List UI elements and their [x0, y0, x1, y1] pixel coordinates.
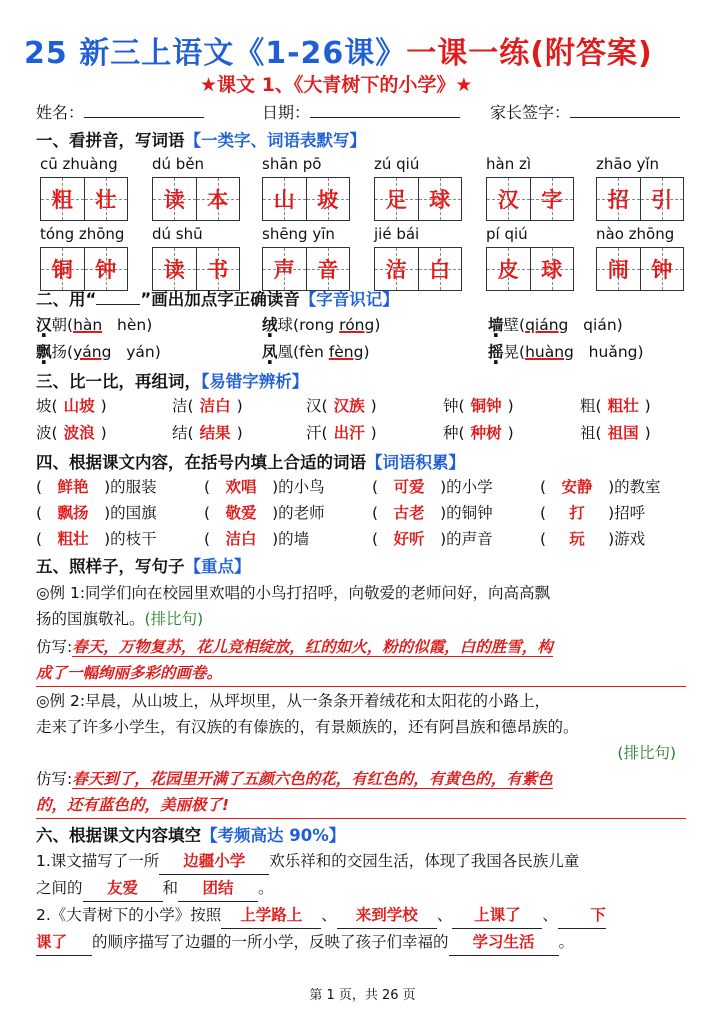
- section-1-title: 一、看拼音，写词语【一类字、词语表默写】: [36, 131, 366, 150]
- answer-character: 坡: [317, 188, 339, 212]
- question-1: 1.课文描写了一所 边疆小学 欢乐祥和的交园生活，体现了我国各民族儿童 之间的 友爱 和 团结 。: [36, 848, 696, 902]
- character-cell: [418, 248, 462, 290]
- fill-tail: )的小学: [440, 478, 493, 496]
- fill-answer[interactable]: 鲜艳: [57, 478, 89, 496]
- open-paren: (: [540, 478, 547, 496]
- character-cell: [196, 178, 240, 220]
- compare-item: [443, 394, 514, 416]
- open-paren: (: [204, 478, 211, 496]
- open-paren: (: [36, 504, 43, 522]
- character-cell: [263, 248, 306, 290]
- character-cell: [487, 178, 530, 220]
- answer-character: 本: [207, 188, 229, 212]
- close-paren: ): [644, 424, 651, 442]
- fill-tail: )的墙: [272, 530, 310, 548]
- section-5-title: 五、照样子，写句子【重点】: [36, 557, 251, 576]
- answer-character: 足: [385, 188, 407, 212]
- character-cell: [306, 248, 350, 290]
- compare-character: 结(: [172, 424, 194, 442]
- q2-answer-5[interactable]: 学习生活: [449, 929, 559, 956]
- pinyin-label: cū zhuàng: [40, 155, 118, 173]
- dotted-character: 摇: [488, 343, 504, 361]
- character-cell: [597, 178, 640, 220]
- character-box[interactable]: [374, 247, 462, 291]
- compare-character: 洁(: [172, 397, 194, 415]
- page-footer: 第 1 页，共 26 页: [309, 988, 416, 1003]
- character-cell: [640, 248, 684, 290]
- fill-item: [372, 501, 493, 523]
- answer-character: 引: [651, 188, 673, 212]
- character-box[interactable]: [262, 177, 350, 221]
- pinyin-label: hàn zì: [486, 155, 532, 173]
- close-paren: ): [154, 343, 161, 361]
- imitation-2-line-1: 春天到了，花园里开满了五颜六色的花，有红色的，有黄色的，有紫色: [72, 770, 553, 788]
- word-rest: 球(rong: [277, 316, 340, 334]
- answer-character: 音: [317, 258, 339, 282]
- pinyin-label: dú shū: [152, 225, 203, 243]
- pinyin-option[interactable]: hèn: [117, 316, 147, 334]
- compare-answer[interactable]: 波浪: [63, 424, 95, 442]
- question-2: 2.《大青树下的小学》按照 上学路上 、 来到学校 、 上课了 、 下 课了 的顺序描写了边疆的一所小学，反映了孩子们幸福的 学习生活 。: [36, 902, 696, 956]
- q2-answer-4b[interactable]: 课了: [36, 929, 92, 956]
- compare-item: [580, 421, 651, 443]
- dotted-character: 汉: [36, 316, 52, 334]
- compare-character: 汉(: [306, 397, 328, 415]
- pinyin-label: nào zhōng: [596, 225, 675, 243]
- q2-answer-3[interactable]: 上课了: [452, 902, 542, 929]
- imitation-2[interactable]: [36, 766, 696, 819]
- character-cell: [306, 178, 350, 220]
- pronunciation-item: [262, 340, 370, 362]
- character-cell: [375, 178, 418, 220]
- title-main: 新三上语文《1-26课》: [79, 36, 407, 71]
- character-box[interactable]: [596, 247, 684, 291]
- character-cell: [153, 178, 196, 220]
- pinyin-label: dú běn: [152, 155, 205, 173]
- compare-character: 粗(: [580, 397, 602, 415]
- answer-character: 招: [607, 188, 629, 212]
- character-cell: [418, 178, 462, 220]
- character-cell: [153, 248, 196, 290]
- pronunciation-item: [488, 340, 644, 362]
- answer-character: 钟: [651, 258, 673, 282]
- answer-character: 球: [541, 258, 563, 282]
- example-2-line-1: ◎例 2:早晨，从山坡上，从坪坝里，从一条条开着绒花和太阳花的小路上，: [36, 692, 551, 710]
- fill-tail: )的服装: [104, 478, 157, 496]
- imitation-1-line-2: 成了一幅绚丽多彩的画卷。: [36, 660, 686, 687]
- example-2-line-2: 走来了许多小学生，有汉族的有傣族的，有景颇族的，还有阿昌族和德昂族的。: [36, 718, 579, 736]
- word-rest: 朝(: [51, 316, 74, 334]
- fill-answer[interactable]: 可爱: [393, 478, 425, 496]
- character-cell: [263, 178, 306, 220]
- fill-item: [36, 501, 157, 523]
- close-paren: ): [616, 316, 623, 334]
- sign-field[interactable]: [490, 100, 680, 123]
- dotted-character: 飘: [36, 343, 52, 361]
- answer-character: 读: [163, 258, 185, 282]
- imitation-1-label: 仿写:: [36, 638, 73, 656]
- answer-character: 字: [541, 188, 563, 212]
- pinyin-option[interactable]: qián: [583, 316, 617, 334]
- answer-character: 钟: [95, 258, 117, 282]
- pinyin-label: shān pō: [262, 155, 322, 173]
- pinyin-option-correct[interactable]: róng: [339, 316, 375, 334]
- pronunciation-item: [36, 313, 152, 335]
- character-box[interactable]: [152, 177, 240, 221]
- compare-answer[interactable]: 洁白: [199, 397, 231, 415]
- date-field[interactable]: [262, 100, 460, 123]
- fill-item: [540, 501, 645, 523]
- answer-character: 书: [207, 258, 229, 282]
- character-cell: [375, 248, 418, 290]
- open-paren: (: [204, 530, 211, 548]
- fill-tail: )的枝干: [104, 530, 157, 548]
- imitation-1[interactable]: [36, 634, 696, 687]
- compare-answer[interactable]: 祖国: [607, 424, 639, 442]
- title-tail: 一课一练(附答案): [406, 36, 653, 71]
- answer-character: 汉: [497, 188, 519, 212]
- fill-item: [372, 475, 493, 497]
- compare-character: 种(: [443, 424, 465, 442]
- fill-tail: )的教室: [608, 478, 661, 496]
- compare-item: [443, 421, 514, 443]
- close-paren: ): [363, 343, 370, 361]
- answer-character: 球: [429, 188, 451, 212]
- fill-item: [204, 501, 325, 523]
- open-paren: (: [540, 504, 547, 522]
- close-paren: ): [100, 397, 107, 415]
- q1-answer-2[interactable]: 友爱: [83, 875, 163, 902]
- open-paren: (: [36, 530, 43, 548]
- subtitle: ★课文 1、《大青树下的小学》★: [200, 74, 473, 96]
- pinyin-label: jié bái: [374, 225, 420, 243]
- q2-answer-1[interactable]: 上学路上: [221, 902, 321, 929]
- example-1: [36, 580, 696, 632]
- answer-character: 洁: [385, 258, 407, 282]
- open-paren: (: [204, 504, 211, 522]
- q2-answer-2[interactable]: 来到学校: [337, 902, 437, 929]
- close-paren: ): [637, 343, 644, 361]
- section-6-title: 六、根据课文内容填空【考频高达 90%】: [36, 826, 346, 845]
- pinyin-option[interactable]: yán: [126, 343, 155, 361]
- answer-character: 铜: [51, 258, 73, 282]
- spacer: [568, 316, 583, 334]
- character-box[interactable]: [596, 177, 684, 221]
- compare-character: 坡(: [36, 397, 58, 415]
- compare-item: [306, 421, 377, 443]
- compare-item: [36, 394, 107, 416]
- dotted-character: 凤: [262, 343, 278, 361]
- compare-character: 钟(: [443, 397, 465, 415]
- character-cell: [84, 248, 128, 290]
- fill-answer[interactable]: 敬爱: [225, 504, 257, 522]
- compare-character: 祖(: [580, 424, 602, 442]
- q2-answer-4a[interactable]: 下: [558, 902, 606, 929]
- open-paren: (: [372, 478, 379, 496]
- pinyin-option-correct[interactable]: fèng: [328, 343, 364, 361]
- close-paren: ): [644, 397, 651, 415]
- compare-character: 汗(: [306, 424, 328, 442]
- fill-item: [36, 527, 157, 549]
- character-box[interactable]: [40, 247, 128, 291]
- character-box[interactable]: [152, 247, 240, 291]
- section-2-title: 二、用“ ”画出加点字正确读音【字音识记】: [36, 290, 399, 309]
- character-cell: [597, 248, 640, 290]
- compare-item: [306, 394, 377, 416]
- fill-answer[interactable]: 粗壮: [57, 530, 89, 548]
- compare-item: [172, 421, 243, 443]
- word-rest: 壁(: [503, 316, 526, 334]
- pinyin-label: tóng zhōng: [40, 225, 125, 243]
- pinyin-option[interactable]: huǎng: [588, 343, 638, 361]
- fill-answer[interactable]: 欢唱: [225, 478, 257, 496]
- fill-tail: )游戏: [608, 530, 646, 548]
- compare-answer[interactable]: 出汗: [333, 424, 365, 442]
- pinyin-label: zú qiú: [374, 155, 420, 173]
- fill-tail: )的铜钟: [440, 504, 493, 522]
- fill-answer[interactable]: 洁白: [225, 530, 257, 548]
- imitation-1-line-1: 春天，万物复苏，花儿竞相绽放，红的如火，粉的似霞，白的胜雪，构: [72, 638, 553, 656]
- pinyin-label: zhāo yǐn: [596, 155, 660, 173]
- name-label: 姓名：: [36, 103, 85, 122]
- fill-answer[interactable]: 打: [569, 504, 585, 522]
- spacer: [111, 343, 126, 361]
- spacer: [574, 343, 589, 361]
- fill-answer[interactable]: 飘扬: [57, 504, 89, 522]
- open-paren: (: [372, 530, 379, 548]
- fill-tail: )的小鸟: [272, 478, 325, 496]
- fill-answer[interactable]: 古老: [393, 504, 425, 522]
- open-paren: (: [36, 478, 43, 496]
- spacer: [102, 316, 117, 334]
- character-cell: [41, 248, 84, 290]
- character-box[interactable]: [40, 177, 128, 221]
- fill-item: [540, 527, 645, 549]
- close-paren: ): [100, 424, 107, 442]
- example-2: [36, 688, 696, 766]
- q1-answer-1[interactable]: 边疆小学: [159, 848, 269, 875]
- answer-character: 壮: [95, 188, 117, 212]
- character-cell: [530, 248, 574, 290]
- pinyin-option-correct[interactable]: yáng: [73, 343, 112, 361]
- sign-label: 家长签字：: [490, 103, 571, 122]
- imitation-2-line-2: 的，还有蓝色的，美丽极了!: [36, 792, 686, 819]
- example-1-note: (排比句): [144, 610, 204, 628]
- fill-item: [540, 475, 661, 497]
- pronunciation-item: [488, 313, 623, 335]
- character-cell: [487, 248, 530, 290]
- answer-character: 闹: [607, 258, 629, 282]
- compare-answer[interactable]: 铜钟: [470, 397, 502, 415]
- section-3-title: 三、比一比，再组词，【易错字辨析】: [36, 372, 309, 391]
- fill-item: [36, 475, 157, 497]
- dotted-character: 绒: [262, 316, 278, 334]
- open-paren: (: [540, 530, 547, 548]
- example-1-line-1: ◎例 1:同学们向在校园里欢唱的小鸟打招呼，向敬爱的老师问好，向高高飘: [36, 584, 551, 602]
- answer-character: 白: [429, 258, 451, 282]
- compare-answer[interactable]: 种树: [470, 424, 502, 442]
- close-paren: ): [146, 316, 153, 334]
- close-paren: ): [374, 316, 381, 334]
- answer-character: 皮: [497, 258, 519, 282]
- character-box[interactable]: [486, 247, 574, 291]
- example-1-line-2: 扬的国旗敬礼。: [36, 610, 145, 628]
- compare-answer[interactable]: 粗壮: [607, 397, 639, 415]
- fill-item: [204, 527, 309, 549]
- compare-answer[interactable]: 山坡: [63, 397, 95, 415]
- fill-item: [372, 527, 493, 549]
- compare-answer[interactable]: 结果: [199, 424, 231, 442]
- pinyin-label: shēng yīn: [262, 225, 335, 243]
- fill-tail: )招呼: [608, 504, 646, 522]
- title-number: 25: [24, 36, 68, 71]
- compare-item: [36, 421, 107, 443]
- character-cell: [530, 178, 574, 220]
- fill-item: [204, 475, 325, 497]
- pinyin-option-correct[interactable]: qiáng: [525, 316, 569, 334]
- answer-character: 山: [273, 188, 295, 212]
- fill-answer[interactable]: 安静: [561, 478, 593, 496]
- imitation-2-label: 仿写:: [36, 770, 73, 788]
- name-field[interactable]: [36, 100, 204, 123]
- compare-item: [580, 394, 651, 416]
- close-paren: ): [507, 424, 514, 442]
- section-4-title: 四、根据课文内容，在括号内填上合适的词语【词语积累】: [36, 453, 465, 472]
- fill-tail: )的声音: [440, 530, 493, 548]
- character-cell: [84, 178, 128, 220]
- answer-character: 读: [163, 188, 185, 212]
- word-rest: 晃(: [503, 343, 526, 361]
- pronunciation-item: [262, 313, 380, 335]
- character-box[interactable]: [374, 177, 462, 221]
- open-paren: (: [372, 504, 379, 522]
- dotted-character: 墙: [488, 316, 504, 334]
- page-title: [24, 28, 653, 72]
- close-paren: ): [507, 397, 514, 415]
- character-box[interactable]: [262, 247, 350, 291]
- answer-character: 声: [273, 258, 295, 282]
- character-box[interactable]: [486, 177, 574, 221]
- pinyin-option-correct[interactable]: hàn: [73, 316, 103, 334]
- character-cell: [640, 178, 684, 220]
- answer-character: 粗: [51, 188, 73, 212]
- q1-answer-3[interactable]: 团结: [178, 875, 258, 902]
- fill-tail: )的国旗: [104, 504, 157, 522]
- close-paren: ): [370, 424, 377, 442]
- character-cell: [196, 248, 240, 290]
- compare-character: 波(: [36, 424, 58, 442]
- compare-item: [172, 394, 243, 416]
- character-cell: [41, 178, 84, 220]
- date-label: 日期：: [262, 103, 311, 122]
- compare-answer[interactable]: 汉族: [333, 397, 365, 415]
- fill-tail: )的老师: [272, 504, 325, 522]
- example-2-note: (排比句): [617, 744, 676, 762]
- word-rest: 凰(fèn: [277, 343, 329, 361]
- pinyin-option-correct[interactable]: huàng: [525, 343, 574, 361]
- fill-answer[interactable]: 好听: [393, 530, 425, 548]
- close-paren: ): [236, 397, 243, 415]
- close-paren: ): [236, 424, 243, 442]
- pinyin-label: pí qiú: [486, 225, 528, 243]
- pronunciation-item: [36, 340, 161, 362]
- close-paren: ): [370, 397, 377, 415]
- fill-answer[interactable]: 玩: [569, 530, 585, 548]
- word-rest: 扬(: [51, 343, 74, 361]
